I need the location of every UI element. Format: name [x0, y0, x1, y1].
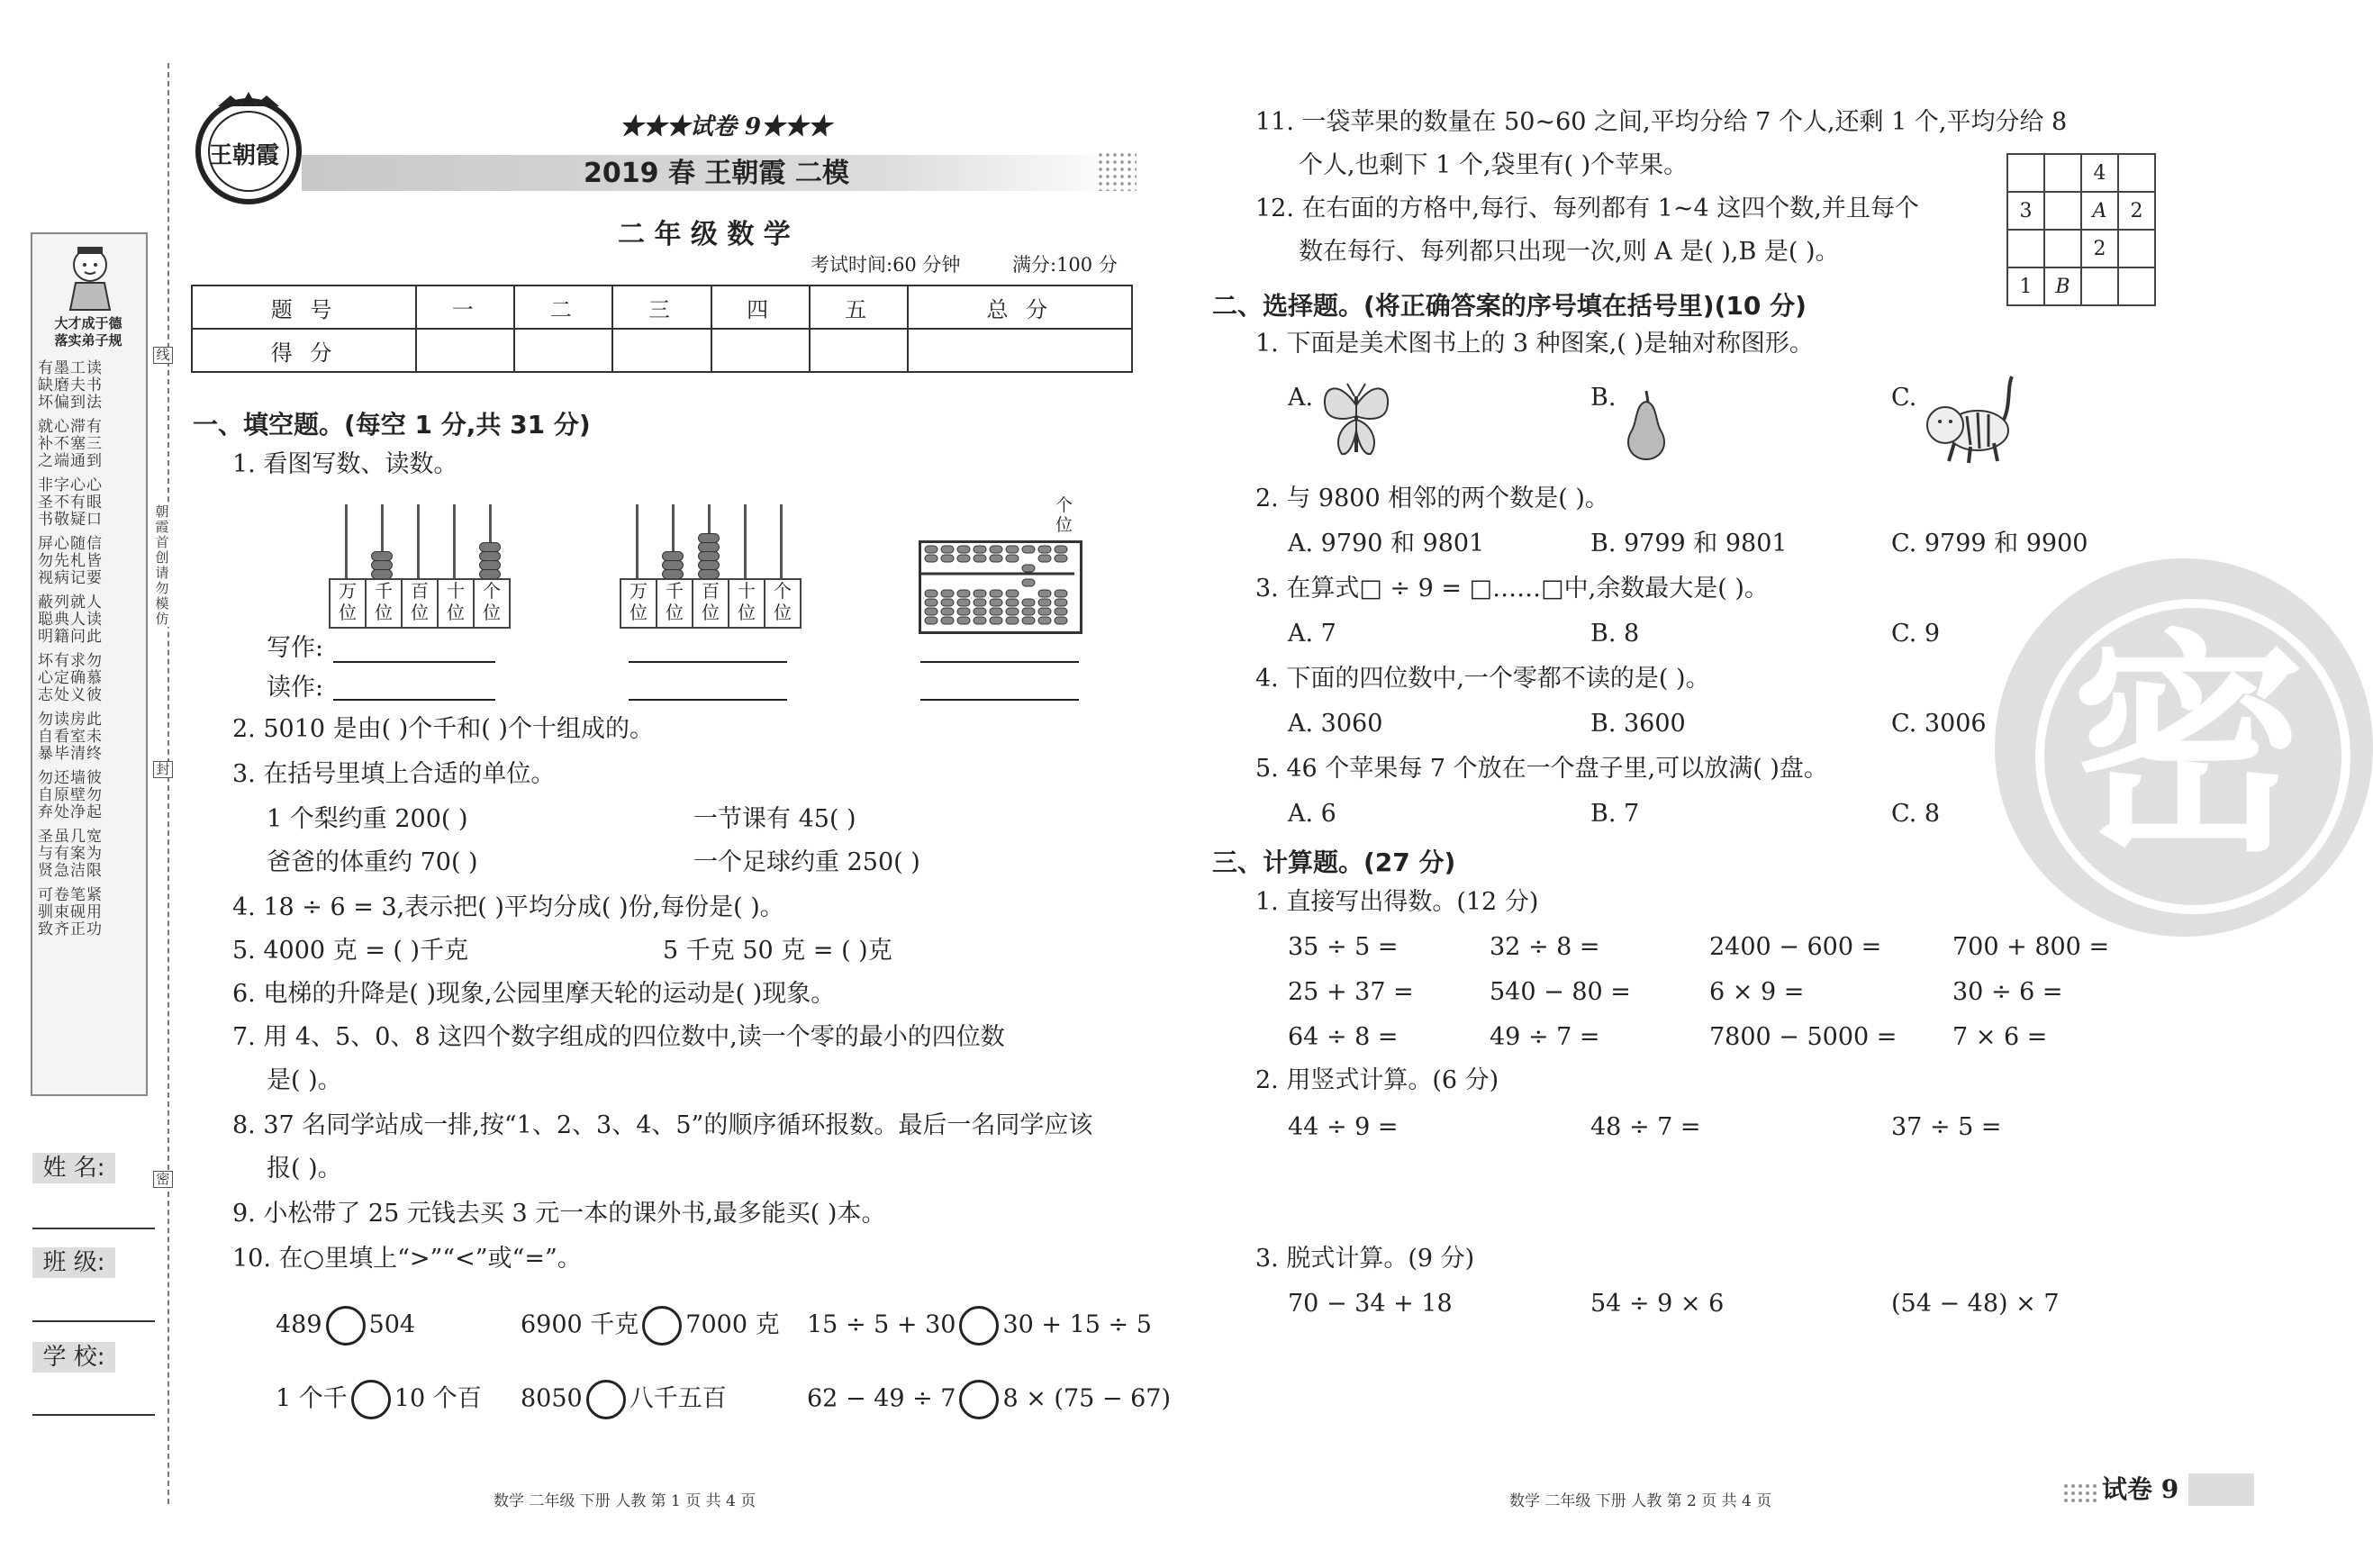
abacus-1 — [329, 504, 509, 630]
footer-badge-dots — [2062, 1482, 2100, 1502]
s1-q5b: 5 千克 50 克 = ( )克 — [663, 937, 892, 965]
compare-circle[interactable] — [959, 1306, 999, 1346]
s2-q2: 2. 与 9800 相邻的两个数是( )。 — [1255, 485, 1609, 512]
place-value-box: 十 位 — [437, 578, 475, 629]
s1-q6: 6. 电梯的升降是( )现象,公园里摩天轮的运动是( )现象。 — [232, 980, 836, 1008]
binding-motto: 大才成于德 落实弟子规 — [54, 315, 122, 349]
place-value-box: 千 位 — [656, 578, 693, 629]
grid-row — [2007, 230, 2155, 267]
read-blank-3[interactable] — [920, 699, 1079, 701]
grid-cell: 1 — [2007, 267, 2044, 305]
score-entry[interactable] — [612, 329, 711, 372]
abacus-rod — [417, 504, 420, 578]
q11-line1: 11. 一袋苹果的数量在 50~60 之间,平均分给 7 个人,还剩 1 个,平均分给 8 — [1255, 108, 2068, 136]
score-table — [191, 285, 1133, 373]
calc-3-3: 7800 − 5000 = — [1709, 1023, 1897, 1051]
grid-row — [2007, 154, 2155, 192]
maxim-block: 屏心随信 勿先札皆 视病记要 — [38, 535, 103, 587]
s2-q5-c: C. 8 — [1891, 800, 1941, 828]
grid-cell — [2044, 192, 2081, 230]
compare-circle[interactable] — [326, 1306, 366, 1346]
place-value-box: 万 位 — [620, 578, 657, 629]
calc-2-2: 540 − 80 = — [1490, 978, 1631, 1006]
abacus-bead — [371, 560, 393, 570]
compare-2-left: 6900 千克 — [521, 1310, 639, 1339]
stepwise-3: (54 − 48) × 7 — [1891, 1290, 2060, 1318]
banner-dots — [1097, 151, 1137, 191]
compare-1 — [276, 1306, 415, 1346]
compare-5-right: 八千五百 — [629, 1384, 727, 1413]
compare-1-right: 504 — [368, 1310, 416, 1339]
grid-cell — [2081, 267, 2118, 305]
score-cell: 二 — [514, 286, 612, 329]
grid-cell: 3 — [2007, 192, 2044, 230]
stepwise-2: 54 ÷ 9 × 6 — [1590, 1290, 1725, 1318]
maxim-block: 非字心心 圣不有眼 书敬疑口 — [38, 476, 103, 529]
abacus-rod — [780, 504, 783, 578]
abacus-rod — [453, 504, 456, 578]
school-field[interactable] — [32, 1414, 155, 1416]
q12-line1: 12. 在右面的方格中,每行、每列都有 1~4 这四个数,并且每个 — [1255, 195, 1919, 222]
q11-line2: 个人,也剩下 1 个,袋里有( )个苹果。 — [1299, 151, 1689, 179]
q12-line2: 数在每行、每列都只出现一次,则 A 是( ),B 是( )。 — [1299, 238, 1840, 266]
calc-2-4: 30 ÷ 6 = — [1952, 978, 2063, 1006]
abacus-ones-label: 个位 — [1055, 495, 1073, 535]
score-table-header — [192, 286, 1132, 329]
line-text-xian: 线 — [153, 347, 173, 364]
grid-cell — [2007, 154, 2044, 192]
s2-q3-a: A. 7 — [1288, 620, 1336, 648]
class-field[interactable] — [32, 1320, 155, 1322]
name-field[interactable] — [32, 1228, 155, 1229]
butterfly-pattern — [1320, 378, 1392, 459]
read-blank-1[interactable] — [333, 699, 495, 701]
compare-4 — [276, 1380, 482, 1419]
compare-3-right: 30 + 15 ÷ 5 — [1002, 1310, 1152, 1339]
compare-1-left: 489 — [276, 1310, 322, 1339]
subject-title: 二 年 级 数 学 — [618, 219, 791, 250]
score-cell: 一 — [416, 286, 514, 329]
exam-title: 2019 春 王朝霞 二模 — [584, 158, 849, 189]
footer-right: 数学 二年级 下册 人教 第 2 页 共 4 页 — [1509, 1492, 1772, 1510]
s2-q5-a: A. 6 — [1288, 800, 1336, 828]
tiger-pattern — [1918, 371, 2017, 468]
section2-title: 二、选择题。(将正确答案的序号填在括号里)(10 分) — [1212, 291, 1807, 321]
abacus-bead — [698, 533, 720, 543]
s1-q10: 10. 在○里填上“>”“<”或“=”。 — [232, 1245, 582, 1273]
class-label: 班 级: — [32, 1247, 115, 1278]
s3-q3: 3. 脱式计算。(9 分) — [1255, 1245, 1475, 1273]
grid-cell — [2044, 154, 2081, 192]
grid-cell — [2007, 230, 2044, 267]
abacus-bead — [698, 560, 720, 570]
s2-q4-a: A. 3060 — [1288, 710, 1383, 738]
place-value-box: 十 位 — [728, 578, 765, 629]
place-value-box: 个 位 — [473, 578, 511, 629]
maxim-block: 可卷笔紧 驯束砚用 致齐正功 — [38, 886, 103, 938]
abacus-rod — [345, 504, 348, 578]
score-cell: 三 — [612, 286, 711, 329]
score-row-label: 得 分 — [192, 329, 416, 372]
compare-5-left: 8050 — [521, 1384, 583, 1413]
abacus-rod — [744, 504, 747, 578]
abacus-bead — [479, 560, 501, 570]
maxims-list — [38, 360, 137, 946]
s2-q1-b: B. — [1590, 384, 1617, 412]
read-label: 读作: — [267, 674, 324, 702]
vertical-1: 44 ÷ 9 = — [1288, 1113, 1399, 1141]
s2-q4-b: B. 3600 — [1590, 710, 1686, 738]
compare-3-left: 15 ÷ 5 + 30 — [807, 1310, 956, 1339]
score-entry[interactable] — [514, 329, 612, 372]
s2-q3-c: C. 9 — [1891, 620, 1941, 648]
score-entry[interactable] — [810, 329, 908, 372]
calc-1-2: 32 ÷ 8 = — [1490, 933, 1600, 961]
grid-cell — [2118, 154, 2155, 192]
compare-4-left: 1 个千 — [276, 1384, 348, 1413]
exam-number: ★★★试卷 9★★★ — [620, 113, 832, 140]
calc-2-3: 6 × 9 = — [1709, 978, 1805, 1006]
s1-q8b: 报( )。 — [267, 1155, 342, 1183]
line-text-notice: 朝霞首创 请勿模仿 — [153, 504, 171, 627]
s2-q3-b: B. 8 — [1590, 620, 1640, 648]
maxim-block: 坏有求勿 心定确慕 志处义彼 — [38, 652, 103, 704]
s3-q1: 1. 直接写出得数。(12 分) — [1255, 888, 1539, 916]
s2-q5-b: B. 7 — [1590, 800, 1640, 828]
section1-title: 一、填空题。(每空 1 分,共 31 分) — [193, 410, 591, 440]
logo-text: 王朝霞 — [209, 142, 280, 169]
compare-2-right: 7000 克 — [685, 1310, 780, 1339]
compare-circle[interactable] — [959, 1380, 999, 1419]
score-entry[interactable] — [416, 329, 514, 372]
write-label: 写作: — [267, 634, 324, 662]
maxim-block: 蔽列就人 聪典人读 明籍问此 — [38, 594, 103, 646]
score-table-row — [192, 329, 1132, 372]
score-cell: 四 — [711, 286, 810, 329]
footer-badge: 试卷 9 — [2102, 1474, 2179, 1504]
compare-circle[interactable] — [642, 1306, 682, 1346]
vertical-3: 37 ÷ 5 = — [1891, 1113, 2002, 1141]
footer-left: 数学 二年级 下册 人教 第 1 页 共 4 页 — [494, 1492, 756, 1510]
s1-q8a: 8. 37 名同学站成一排,按“1、2、3、4、5”的顺序循环报数。最后一名同学应该 — [232, 1111, 1093, 1139]
compare-6-left: 62 − 49 ÷ 7 — [807, 1384, 956, 1413]
place-value-box: 万 位 — [329, 578, 367, 629]
scholar-cartoon — [54, 241, 126, 312]
score-entry[interactable] — [908, 329, 1132, 372]
compare-6-right: 8 × (75 − 67) — [1002, 1384, 1172, 1413]
place-value-box: 百 位 — [401, 578, 439, 629]
calc-3-1: 64 ÷ 8 = — [1288, 1023, 1399, 1051]
calc-1-4: 700 + 800 = — [1952, 933, 2110, 961]
place-value-box: 千 位 — [365, 578, 403, 629]
score-cell: 总 分 — [908, 286, 1132, 329]
grid-row — [2007, 192, 2155, 230]
s2-q1-a: A. — [1288, 384, 1314, 412]
calc-3-2: 49 ÷ 7 = — [1490, 1023, 1600, 1051]
score-cell: 题 号 — [192, 286, 416, 329]
abacus-bead — [662, 560, 684, 570]
s2-q4: 4. 下面的四位数中,一个零都不读的是( )。 — [1255, 665, 1710, 693]
maxim-block: 有墨工读 缺磨夫书 坏偏到法 — [38, 359, 103, 412]
place-value-box: 百 位 — [692, 578, 729, 629]
compare-4-right: 10 个百 — [394, 1384, 482, 1413]
abacus-bead — [698, 551, 720, 561]
s2-q1: 1. 下面是美术图书上的 3 种图案,( )是轴对称图形。 — [1255, 330, 1814, 358]
calc-1-1: 35 ÷ 5 = — [1288, 933, 1399, 961]
abacus-3 — [919, 540, 1082, 634]
s1-q9: 9. 小松带了 25 元钱去买 3 元一本的课外书,最多能买( )本。 — [232, 1200, 886, 1228]
s1-q7a: 7. 用 4、5、0、8 这四个数字组成的四位数中,读一个零的最小的四位数 — [232, 1023, 1005, 1051]
score-entry[interactable] — [711, 329, 810, 372]
line-text-feng: 封 — [153, 761, 173, 778]
s3-q2: 2. 用竖式计算。(6 分) — [1255, 1066, 1499, 1094]
grid-cell: A — [2081, 192, 2118, 230]
s1-q7b: 是( )。 — [267, 1066, 342, 1094]
s1-q2: 2. 5010 是由( )个千和( )个十组成的。 — [232, 715, 654, 743]
pear-pattern — [1619, 387, 1673, 461]
s1-q3d: 一个足球约重 250( ) — [693, 848, 920, 876]
abacus-rod — [636, 504, 639, 578]
stepwise-1: 70 − 34 + 18 — [1288, 1290, 1453, 1318]
read-blank-2[interactable] — [629, 699, 787, 701]
grid-row — [2007, 267, 2155, 305]
s1-q3: 3. 在括号里填上合适的单位。 — [232, 760, 556, 788]
s2-q2-b: B. 9799 和 9801 — [1590, 530, 1788, 557]
line-text-mi: 密 — [153, 1171, 173, 1188]
compare-6 — [807, 1380, 1171, 1419]
abacus-bead — [479, 551, 501, 561]
maxim-block: 勿读房此 自看室未 暴毕清终 — [38, 711, 103, 763]
vertical-2: 48 ÷ 7 = — [1590, 1113, 1701, 1141]
full-score: 满分:100 分 — [1012, 254, 1118, 276]
s2-q5: 5. 46 个苹果每 7 个放在一个盘子里,可以放满( )盘。 — [1255, 755, 1828, 783]
place-value-box: 个 位 — [764, 578, 802, 629]
grid-cell — [2118, 267, 2155, 305]
grid-cell — [2044, 230, 2081, 267]
write-blank-3[interactable] — [920, 661, 1079, 663]
compare-circle[interactable] — [586, 1380, 626, 1419]
latin-square-grid — [2006, 153, 2156, 306]
s1-q4: 4. 18 ÷ 6 = 3,表示把( )平均分成( )份,每份是( )。 — [232, 893, 784, 921]
exam-time: 考试时间:60 分钟 — [811, 254, 961, 276]
maxim-block: 圣虽几宽 与有案为 贤急洁限 — [38, 828, 103, 880]
compare-circle[interactable] — [351, 1380, 391, 1419]
s2-q1-c: C. — [1891, 384, 1917, 412]
grid-cell: 2 — [2081, 230, 2118, 267]
compare-5 — [521, 1380, 727, 1419]
calc-1-3: 2400 − 600 = — [1709, 933, 1882, 961]
s2-q4-c: C. 3006 — [1891, 710, 1987, 738]
abacus-bead — [662, 551, 684, 561]
compare-3 — [807, 1306, 1152, 1346]
s2-q2-c: C. 9799 和 9900 — [1891, 530, 2088, 557]
grid-cell: 2 — [2118, 192, 2155, 230]
compare-2 — [521, 1306, 780, 1346]
grid-cell: B — [2044, 267, 2081, 305]
abacus-bead — [479, 542, 501, 552]
s1-q3c: 爸爸的体重约 70( ) — [267, 848, 478, 876]
s1-q5a: 5. 4000 克 = ( )千克 — [232, 937, 469, 965]
grid-cell: 4 — [2081, 154, 2118, 192]
maxim-block: 勿还墙彼 自原壁勿 弃处净起 — [38, 769, 103, 821]
score-cell: 五 — [810, 286, 908, 329]
s2-q2-a: A. 9790 和 9801 — [1288, 530, 1485, 557]
name-label: 姓 名: — [32, 1153, 115, 1183]
s1-q3b: 一节课有 45( ) — [693, 805, 856, 833]
s2-q3: 3. 在算式□ ÷ 9 = □……□中,余数最大是( )。 — [1255, 575, 1769, 603]
section3-title: 三、计算题。(27 分) — [1212, 847, 1456, 877]
abacus-bead — [698, 542, 720, 552]
calc-3-4: 7 × 6 = — [1952, 1023, 2048, 1051]
binding-cut-line — [168, 63, 169, 1504]
write-blank-2[interactable] — [629, 661, 787, 663]
s1-q1: 1. 看图写数、读数。 — [232, 450, 458, 478]
abacus-bead — [371, 551, 393, 561]
calc-2-1: 25 + 37 = — [1288, 978, 1414, 1006]
write-blank-1[interactable] — [333, 661, 495, 663]
s1-q3a: 1 个梨约重 200( ) — [267, 805, 468, 833]
abacus-2 — [620, 504, 800, 630]
grid-cell — [2118, 230, 2155, 267]
footer-badge-bar — [2188, 1473, 2254, 1506]
school-label: 学 校: — [32, 1342, 115, 1373]
maxim-block: 就心滞有 补不塞三 之端通到 — [38, 418, 103, 470]
seal-char: 密 — [2071, 612, 2305, 884]
